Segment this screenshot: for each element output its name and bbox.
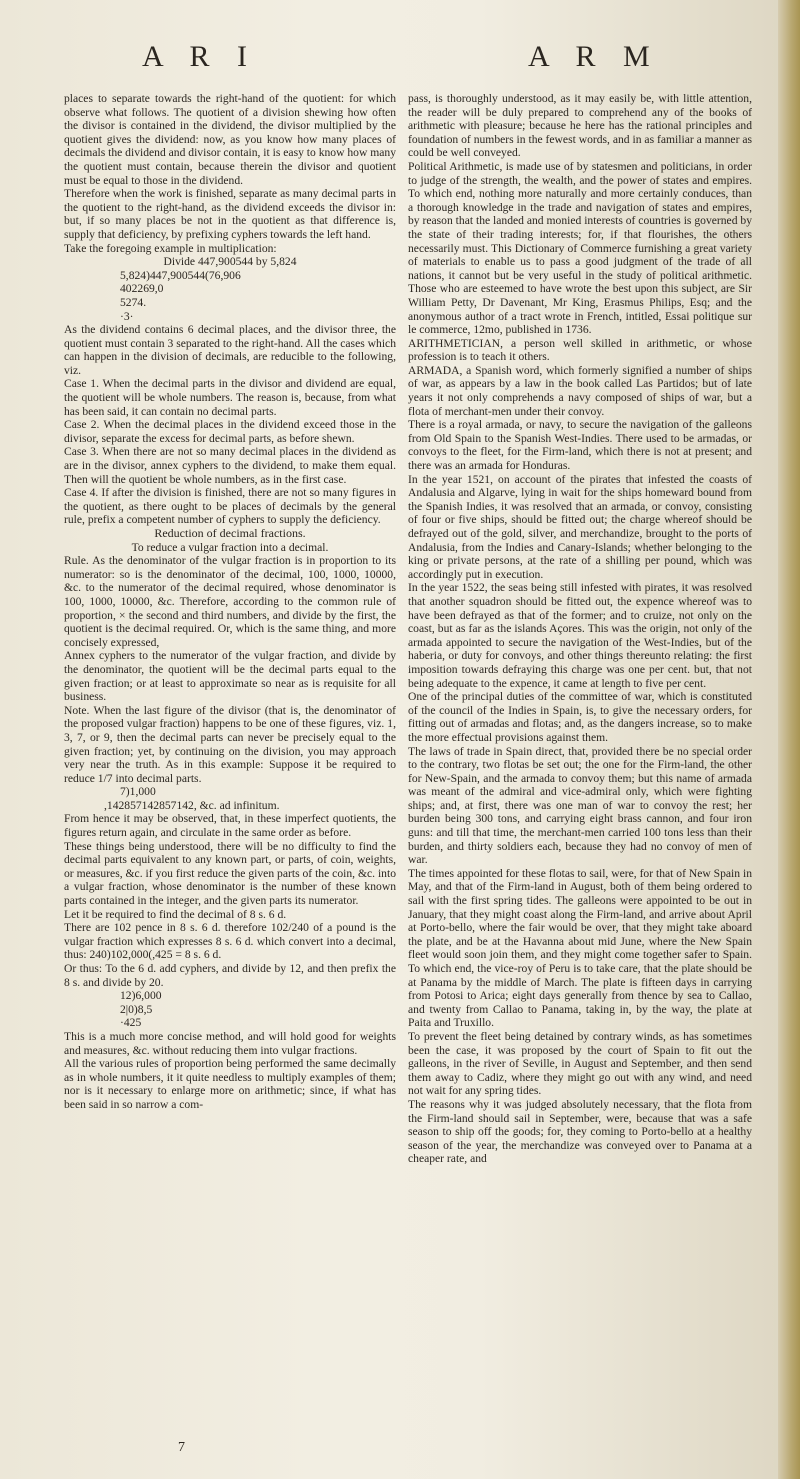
right-column xyxy=(408,92,752,1166)
paragraph: The laws of trade in Spain direct, that, provided there be no special order to the contrary, two flotas be set out; the one for the Firm-land, the other for New-Spain, and the armada to convoy them; but this name of armada was meant of the admiral and vice-admiral only, which were fighting ships; and, at first, there was one man of war to convoy the rest; her burden being 300 tons, and carrying eight brass cannon, and four iron guns: and till that time, the merchant-men carried 100 tons less than their burden, and thirty soldiers each, because they had no convoy of men of war. xyxy=(408,744,752,867)
paragraph: Case 3. When there are not so many decimal places in the dividend as are in the divisor, annex cyphers to the dividend, to make them equal. Then will the quotient be whole numbers, as in the first case. xyxy=(64,445,396,486)
paragraph: Case 2. When the decimal places in the dividend exceed those in the divisor, separate the excess for decimal parts, as before shewn. xyxy=(64,418,396,445)
paragraph: All the various rules of proportion being performed the same decimally as in whole numbers, it it quite needless to multiply examples of them; nor is it necessary to enlarge more on arithmetic; since, if what has been said in so narrow a com- xyxy=(64,1057,396,1111)
paragraph: Therefore when the work is finished, separate as many decimal parts in the quotient to the right-hand, as the dividend exceeds the divisor in: but, if so many places be not in the quotient as that difference is, supply that deficiency, by prefixing cyphers towards the left hand. xyxy=(64,187,396,241)
paragraph: Or thus: To the 6 d. add cyphers, and divide by 12, and then prefix the 8 s. and divide by 20. xyxy=(64,962,396,989)
page-number: 7 xyxy=(178,1440,185,1455)
paragraph: The times appointed for these flotas to sail, were, for that of New Spain in May, and that of the Firm-land in August, both of them being ordered to sail with the first spring tides. The galleons were appointed to be out in January, that they might coast along the Firm-land, and arrive about April at Porto-bello, where the fair would be over, that they might take aboard the plate, and be at the Havanna about mid June, where the New Spain fleet would soon join them, and they might come together safer to Spain. To which end, the vice-roy of Peru is to take care, that the plate should be at Panama by the middle of March. The plate is fifteen days in carrying from Potosi to Arica; eight days generally from thence by sea to Callao, and twenty from Callao to Panama, taking in, by the way, the plate at Paita and Truxillo. xyxy=(408,866,752,1030)
paragraph: Annex cyphers to the numerator of the vulgar fraction, and divide by the denominator, the quotient will be the decimal parts equal to the given fraction; or at least to approximate so near as is requisite for all business. xyxy=(64,649,396,704)
left-column xyxy=(64,92,396,1112)
paragraph: There are 102 pence in 8 s. 6 d. therefore 102/240 of a pound is the vulgar fraction which expresses 8 s. 6 d. which convert into a decimal, thus: 240)102,000(,425 = 8 s. 6 d. xyxy=(64,921,396,962)
subheading: To reduce a vulgar fraction into a decimal. xyxy=(131,540,329,554)
paragraph: Case 4. If after the division is finished, there are not so many figures in the quotient, as there ought to be places of decimals by the general rule, prefix a competent number of cyphers to supply the deficiency. xyxy=(64,486,396,527)
entry-arithmetician: ARITHMETICIAN, a person well skilled in arithmetic, or whose profession is to teach it others. xyxy=(408,336,752,364)
entry-political-arithmetic: Political Arithmetic, is made use of by statesmen and politicians, in order to judge of the strength, the wealth, and the power of states and empires. To which end, nothing more naturally and more certainly conduces, than a thorough knowledge in the trade and navigation of states and empires, by reason that the landed and monied interests of countries is governed by the state of their trading interests; for, if that flourishes, the others necessarily must. This Dictionary of Commerce furnishing a great variety of materials to enable us to pass a good judgment of the trade of all nations, it cannot but be very useful in the study of political arithmetic. Those who are esteemed to have wrote the best upon this subject, are Sir William Petty, Dr Davenant, Mr King, Erasmus Philips, Esq; and the anonymous author of a tract wrote in French, intitled, Essai politique sur le commerce, 12mo, published in 1736. xyxy=(408,159,752,337)
paragraph: In the year 1522, the seas being still infested with pirates, it was resolved that another squadron should be fitted out, the expence whereof was to have been defrayed as that of the former; and to cruize, not only on the coast, but as far as the islands Açores. This was the origin, not only of the armada appointed to secure the navigation of the West-Indies, but of the haberia, or duty for convoys, and other things thereunto relating: the first imposition towards defraying this charge was one per cent. but, that not being adequate to the expence, it came at length to five per cent. xyxy=(408,581,752,690)
division-example: Divide 447,900544 by 5,824 xyxy=(163,255,297,269)
paragraph: These things being understood, there will be no difficulty to find the decimal parts equivalent to any known part, or parts, of coin, weights, or measures, &c. if you first reduce the given parts of the coin, &c. into a vulgar fraction, whose denominator is the number of these known parts contained in the integer, and the given parts its numerator. xyxy=(64,839,396,908)
running-head-right: A R M xyxy=(528,40,660,73)
paragraph: places to separate towards the right-hand of the quotient: for which observe what follows. The quotient of a division shewing how often the divisor is contained in the dividend, the divisor multiplied by the quotient gives the dividend: now, as you know how many places of decimals the dividend and divisor contain, it is easy to know how many the quotient must contain, because therein the divisor and quotient must be equal to those in the dividend. xyxy=(64,92,396,187)
paragraph: One of the principal duties of the committee of war, which is constituted of the council of the Indies in Spain, is, to give the necessary orders, for fitting out of armadas and flotas; and, as the dangers increase, so to make the more effectual provisions against them. xyxy=(408,690,752,744)
division-working: ·3· xyxy=(120,309,134,323)
paragraph: This is a much more concise method, and will hold good for weights and measures, &c. without reducing them into vulgar fractions. xyxy=(64,1029,396,1057)
running-head-left: A R I xyxy=(142,40,258,73)
paragraph: Note. When the last figure of the divisor (that is, the denominator of the proposed vulgar fraction) happens to be one of these figures, viz. 1, 3, 7, or 9, then the decimal parts can never be precisely equal to the given fraction; yet, by continuing on the division, you may approach very near the truth. As in this example: Suppose it be required to reduce 1/7 into decimal parts. xyxy=(64,703,396,785)
division-working: 402269,0 xyxy=(120,282,164,296)
page-edge xyxy=(778,0,800,1479)
division-working: 2|0)8,5 xyxy=(120,1002,153,1016)
paragraph: Let it be required to find the decimal of 8 s. 6 d. xyxy=(64,907,287,921)
division-working: 5274. xyxy=(120,295,147,309)
paragraph: As the dividend contains 6 decimal places, and the divisor three, the quotient must contain 3 separated to the right-hand. All the cases which can happen in the division of decimals, are reducible to the following, viz. xyxy=(64,323,396,377)
paragraph: The reasons why it was judged absolutely necessary, that the flota from the Firm-land should sail in September, were, because that was a safe season to ship off the goods; for, they coming to Porto-bello at a healthy season of the year, the merchandize was conveyed over to Panama at a cheaper rate, and xyxy=(408,1097,752,1166)
paragraph: Take the foregoing example in multiplication: xyxy=(64,241,277,255)
division-working: ,142857142857142, &c. ad infinitum. xyxy=(104,798,280,812)
paragraph: Case 1. When the decimal parts in the divisor and dividend are equal, the quotient will be whole numbers. The reason is, because, from what has been said, it can contain no decimal parts. xyxy=(64,377,396,418)
division-working: 5,824)447,900544(76,906 xyxy=(120,268,241,282)
paragraph: There is a royal armada, or navy, to secure the navigation of the galleons from Old Spain to the Spanish West-Indies. There used to be armadas, or convoys to the fleet, for the Firm-land, which there is not at present; and there was an armada for Honduras. xyxy=(408,418,752,473)
section-heading: Reduction of decimal fractions. xyxy=(154,526,306,540)
division-working: 12)6,000 xyxy=(120,989,162,1003)
paragraph: pass, is thoroughly understood, as it may easily be, with little attention, the reader will be duly prepared to comprehend any of the books of arithmetic with pleasure; because he here has the rational principles and foundation of numbers in the fewest words, and in as familiar a manner as could be well conveyed. xyxy=(408,92,752,160)
entry-armada: ARMADA, a Spanish word, which formerly signified a number of ships of war, as appears by a law in the book called Las Partidos; but of late years it not only comprehends a navy composed of ships of war, but a flota of merchant-men under their convoy. xyxy=(408,363,752,418)
paragraph: To prevent the fleet being detained by contrary winds, as has sometimes been the case, it was proposed by the court of Spain to fit out the galleons, in the river of Seville, in August and September, and then send them away to Cadiz, where they might go out with any wind, and need not wait for any spring tides. xyxy=(408,1029,752,1098)
division-working: ·425 xyxy=(120,1016,142,1030)
division-working: 7)1,000 xyxy=(120,785,156,799)
paragraph: Rule. As the denominator of the vulgar fraction is in proportion to its numerator: so is the denominator of the decimal, 100, 1000, 10000, &c. to the numerator of the decimal required, whose denominator is 100, 1000, 10000, &c. Therefore, according to the common rule of proportion, × the second and third numbers, and divide by the first, the quotient is the decimal required. Or, which is the same thing, and more concisely expressed, xyxy=(64,554,396,649)
paragraph: In the year 1521, on account of the pirates that infested the coasts of Andalusia and Algarve, lying in wait for the ships homeward bound from the Spanish Indies, it was resolved that an armada, or convoy, consisting of four or five ships, should be fitted out; the charge whereof should be defrayed out of the gold, silver, and merchandize, brought to the ports of Andalusia, from the Indies and Canary-Islands; whether belonging to the king or private persons, at the rate of a shilling per pound, which was accordingly put in execution. xyxy=(408,472,752,581)
paragraph: From hence it may be observed, that, in these imperfect quotients, the figures return again, and circulate in the same order as before. xyxy=(64,812,396,840)
